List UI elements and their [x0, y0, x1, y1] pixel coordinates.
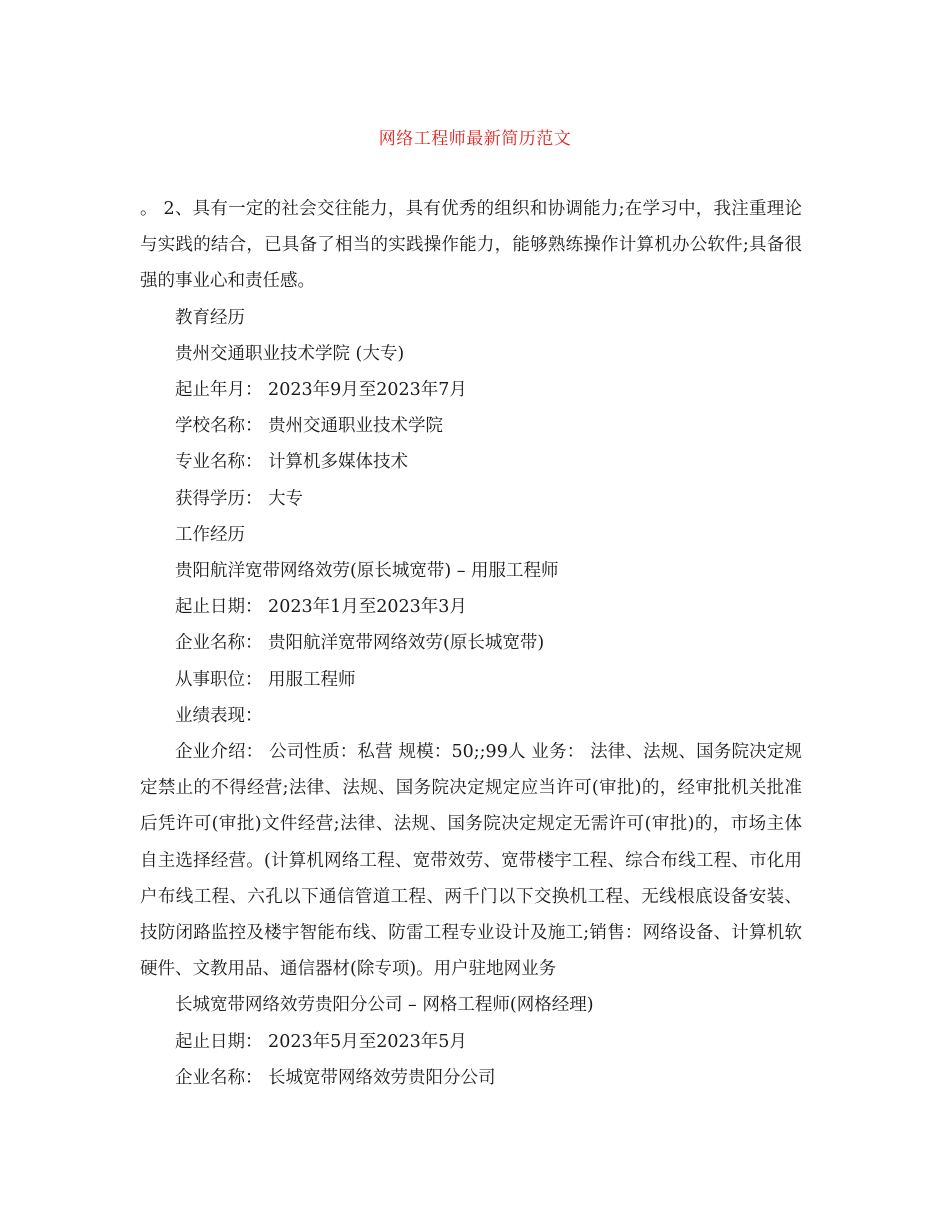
job2-company: 企业名称： 长城宽带网络效劳贵阳分公司 [175, 1067, 496, 1088]
job1-company: 企业名称： 贵阳航洋宽带网络效劳(原长城宽带) [175, 633, 545, 654]
education-school-entry: 贵州交通职业技术学院 (大专) [175, 343, 405, 364]
job2-entry: 长城宽带网络效劳贵阳分公司 – 网格工程师(网格经理) [175, 995, 594, 1016]
education-period: 起止年月： 2023年9月至2023年7月 [175, 380, 467, 401]
document-title: 网络工程师最新简历范文 [378, 129, 572, 149]
education-degree: 获得学历： 大专 [175, 488, 304, 509]
document-body [140, 191, 802, 1096]
intro-paragraph: 。 2、具有一定的社会交往能力，具有优秀的组织和协调能力;在学习中，我注重理论与实践的结合，已具备了相当的实践操作能力，能够熟练操作计算机办公软件;具备很强的事业心和责任感。 [140, 199, 802, 292]
education-heading: 教育经历 [175, 307, 245, 328]
job1-performance: 业绩表现： [175, 705, 263, 726]
job1-company-intro: 企业介绍： 公司性质：私营 规模：50;;99人 业务： 法律、法规、国务院决定规定禁止的不得经营;法律、法规、国务院决定规定应当许可(审批)的，经审批机关批准后凭许可(审批)文件经营;法律、法规、国务院决定规定无需许可(审批)的，市场主体自主选择经营。(计算机网络工程、宽带效劳、宽带楼宇工程、综合布线工程、市化用户布线工程、六孔以下通信管道工程、两千门以下交换机工程、无线根底设备安装、技防闭路监控及楼宇智能布线、防雷工程专业设计及施工;销售：网络设备、计算机软硬件、文教用品、通信器材(除专项)。用户驻地网业务 [140, 742, 802, 980]
job2-period: 起止日期： 2023年5月至2023年5月 [175, 1031, 467, 1052]
education-school-name: 学校名称： 贵州交通职业技术学院 [175, 416, 444, 437]
job1-position: 从事职位： 用服工程师 [175, 669, 356, 690]
job1-period: 起止日期： 2023年1月至2023年3月 [175, 597, 467, 618]
job1-entry: 贵阳航洋宽带网络效劳(原长城宽带) – 用服工程师 [175, 561, 559, 582]
work-heading: 工作经历 [175, 524, 245, 545]
education-major: 专业名称： 计算机多媒体技术 [175, 452, 409, 473]
